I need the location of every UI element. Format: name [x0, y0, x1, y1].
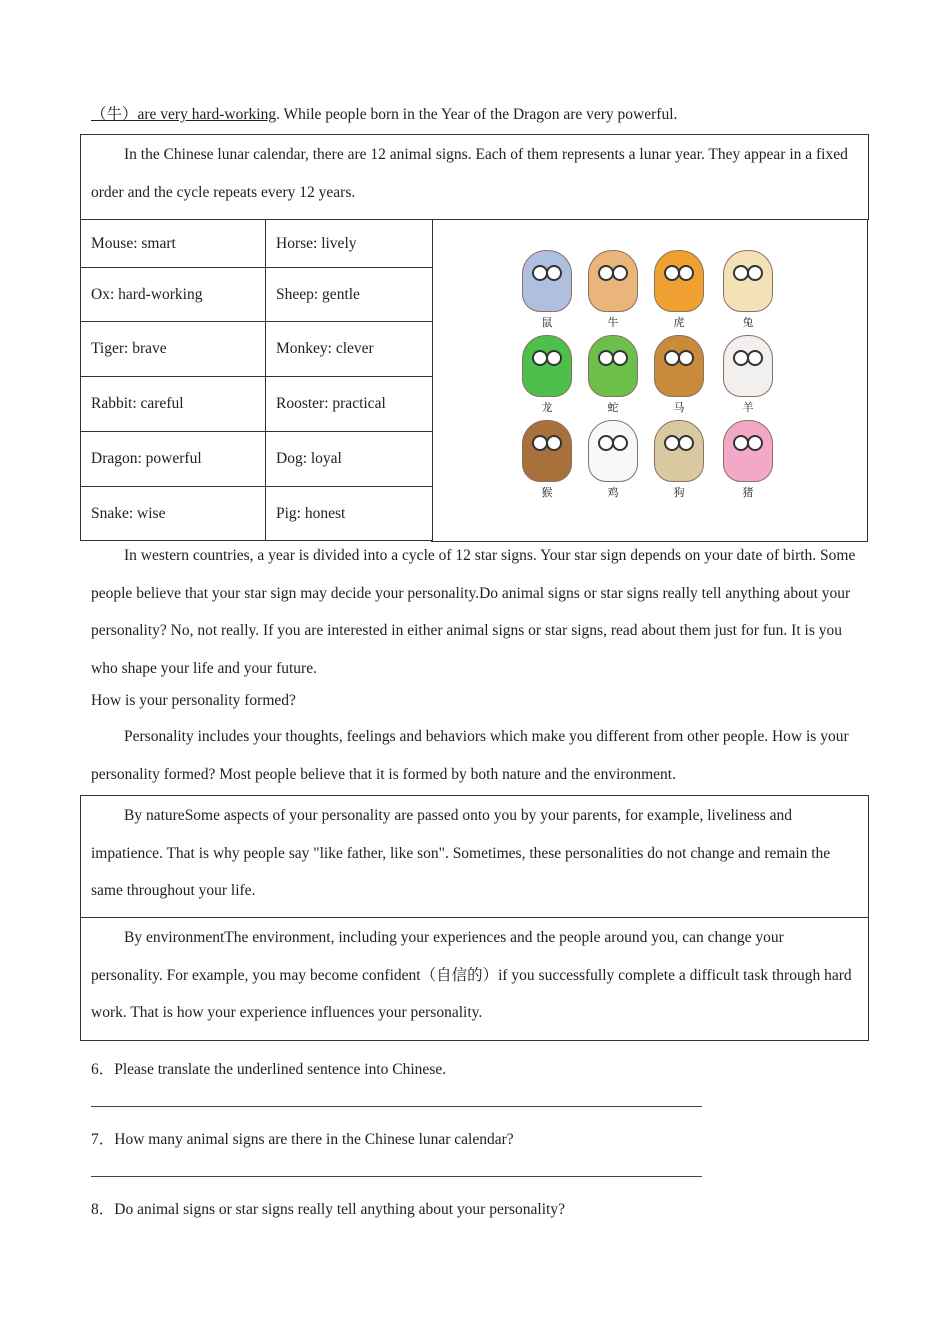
intro-rest: . While people born in the Year of the Dragon are very powerful.	[276, 106, 678, 123]
zodiac-animal	[649, 250, 709, 330]
animal-label: 蛇	[607, 401, 619, 414]
table-row	[81, 377, 433, 432]
animal-label: 猴	[541, 486, 553, 499]
answer-line-6[interactable]	[91, 1106, 702, 1107]
zodiac-animal	[517, 420, 577, 500]
animal-label: 狗	[673, 486, 685, 499]
by-nature-text: By natureSome aspects of your personality are passed onto you by your parents, for example, liveliness and impatience. That is why people say "like father, like son". Sometimes, these personalities do not change and remain the same throughout your life.	[91, 807, 831, 899]
zodiac-animal	[718, 420, 778, 500]
question-8: 8．Do animal signs or star signs really tell anything about your personality?	[91, 1201, 565, 1218]
animal-figure-icon	[588, 250, 638, 312]
animal-label: 鼠	[541, 316, 553, 329]
animal-label: 虎	[673, 316, 685, 329]
animal-label: 龙	[541, 401, 553, 414]
animal-figure-icon	[723, 335, 773, 397]
table-row	[81, 487, 433, 541]
animal-label: 兔	[742, 316, 754, 329]
zodiac-animal	[583, 250, 643, 330]
animal-figure-icon	[522, 250, 572, 312]
trait-cell: Tiger: brave	[81, 322, 266, 377]
trait-cell: Snake: wise	[81, 487, 266, 541]
divider	[80, 917, 869, 918]
zodiac-animal	[649, 335, 709, 415]
trait-cell: Pig: honest	[266, 487, 433, 541]
star-signs-paragraph: In western countries, a year is divided into a cycle of 12 star signs. Your star sign depends on your date of birth. Some people believe that your star sign may decide your personality.Do animal signs or star signs really tell anything about your personality? No, not really. If you are interested in either animal signs or star signs, read about them just for fun. It is you who shape your life and your future.	[91, 547, 856, 677]
trait-cell: Monkey: clever	[266, 322, 433, 377]
zodiac-animal	[718, 335, 778, 415]
trait-cell: Rooster: practical	[266, 377, 433, 432]
trait-cell: Ox: hard-working	[81, 268, 266, 322]
intro-line	[91, 102, 677, 124]
animal-label: 马	[673, 401, 685, 414]
animal-figure-icon	[654, 420, 704, 482]
trait-cell: Dog: loyal	[266, 432, 433, 487]
zodiac-animal	[649, 420, 709, 500]
zodiac-animal	[583, 420, 643, 500]
section-heading: How is your personality formed?	[91, 692, 296, 709]
trait-cell: Dragon: powerful	[81, 432, 266, 487]
animal-figure-icon	[522, 420, 572, 482]
underlined-sentence: （牛）are very hard-working	[91, 106, 277, 123]
table-row	[81, 432, 433, 487]
animal-label: 牛	[607, 316, 619, 329]
trait-cell: Horse: lively	[266, 220, 433, 268]
zodiac-animal	[517, 335, 577, 415]
animal-label: 鸡	[607, 486, 619, 499]
personality-paragraph: Personality includes your thoughts, feelings and behaviors which make you different from other people. How is your personality formed? Most people believe that it is formed by both nature and the environment.	[91, 728, 849, 783]
animal-label: 猪	[742, 486, 754, 499]
trait-cell: Rabbit: careful	[81, 377, 266, 432]
animal-figure-icon	[723, 250, 773, 312]
animal-traits-table	[80, 219, 433, 541]
question-7: 7．How many animal signs are there in the Chinese lunar calendar?	[91, 1131, 514, 1148]
animal-figure-icon	[522, 335, 572, 397]
question-6: 6．Please translate the underlined sentence into Chinese.	[91, 1061, 447, 1078]
zodiac-animal	[718, 250, 778, 330]
trait-cell: Mouse: smart	[81, 220, 266, 268]
table-row	[81, 220, 433, 268]
lunar-calendar-text: In the Chinese lunar calendar, there are 12 animal signs. Each of them represents a lunar year. They appear in a fixed order and the cycle repeats every 12 years.	[91, 146, 848, 201]
animal-figure-icon	[588, 335, 638, 397]
table-row	[81, 322, 433, 377]
table-row	[81, 268, 433, 322]
animal-figure-icon	[588, 420, 638, 482]
by-environment-text: By environmentThe environment, including your experiences and the people around you, can change your personality. For example, you may become confident（自信的）if you successfully complete a difficult task through hard work. That is how your experience influences your personality.	[91, 929, 852, 1021]
zodiac-animal	[517, 250, 577, 330]
trait-cell: Sheep: gentle	[266, 268, 433, 322]
answer-line-7[interactable]	[91, 1176, 702, 1177]
animal-figure-icon	[654, 250, 704, 312]
zodiac-animal	[583, 335, 643, 415]
animal-figure-icon	[723, 420, 773, 482]
animal-label: 羊	[742, 401, 754, 414]
animal-figure-icon	[654, 335, 704, 397]
